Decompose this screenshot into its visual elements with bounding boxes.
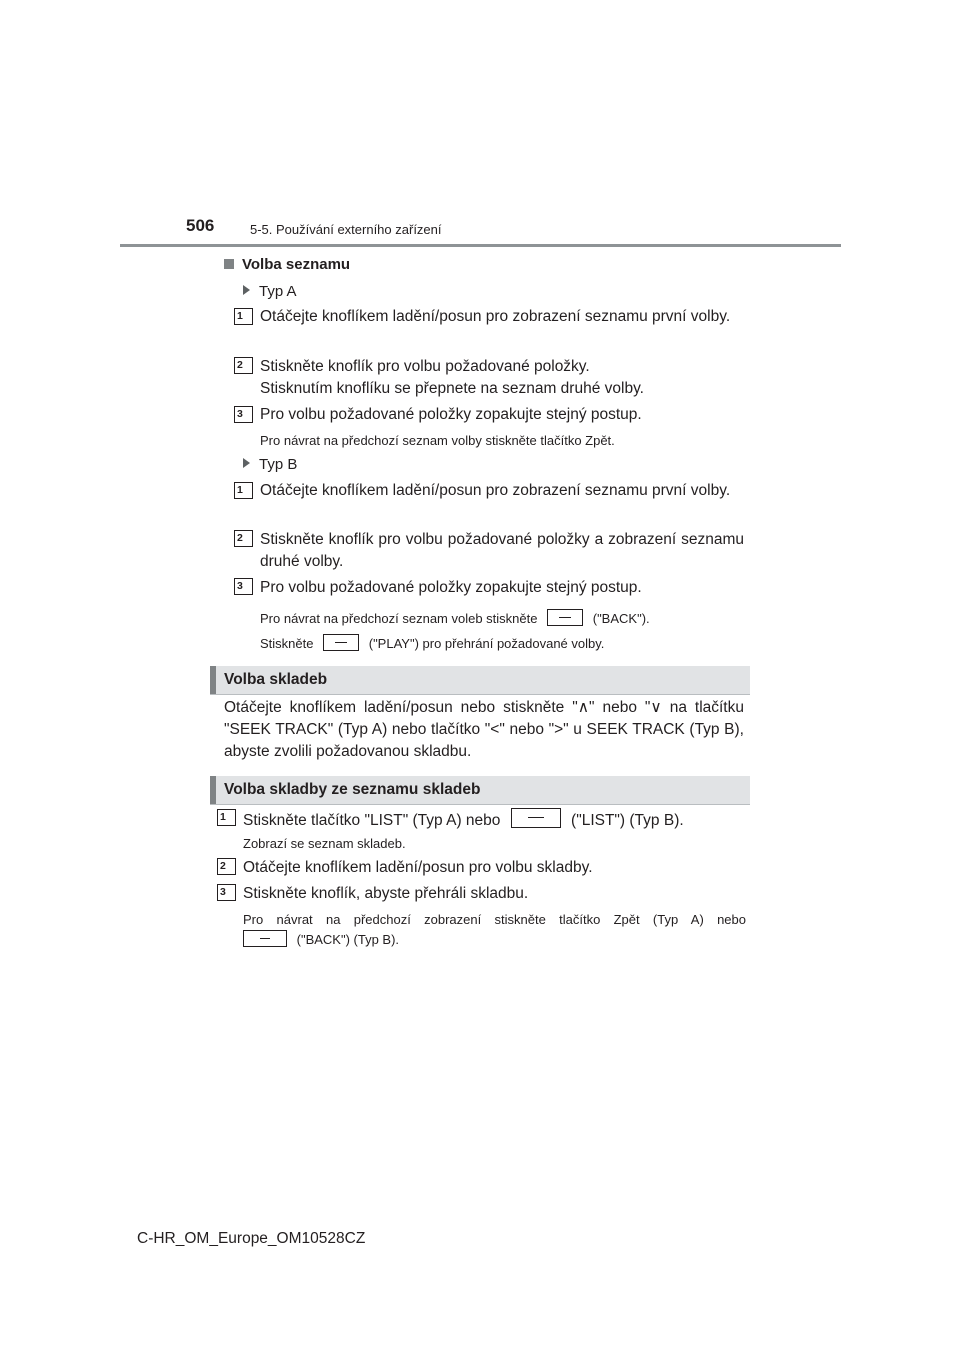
type-b-label [243,456,297,473]
note-text: ("PLAY") pro přehrání požadované volby. [368,636,605,651]
note-text: Stiskněte [260,636,314,651]
section-band-volba-ze-seznamu [210,776,750,805]
band-heading: Volba skladby ze seznamu skladeb [224,781,481,798]
note-text: ("BACK") (Typ B). [296,932,400,947]
page-number: 506 [186,216,215,235]
step-number-box: 3 [234,578,253,595]
step-text: Stiskněte knoflík, abyste přehráli skladbu. [243,885,529,902]
band-heading: Volba skladeb [224,671,328,688]
step-number-box: 1 [234,308,253,325]
section-band-volba-skladeb [210,666,750,695]
step-note-play [260,634,744,653]
step-note-line1: Pro návrat na předchozí zobrazení stiskněte tlačítko Zpět (Typ A) nebo [243,912,746,927]
square-bullet-icon [224,259,234,269]
header-divider [120,244,841,247]
step-number-box: 2 [234,357,253,374]
triangle-bullet-icon [243,285,250,295]
step-text: ("LIST") (Typ B). [571,812,684,829]
step-text: Stiskněte tlačítko "LIST" (Typ A) nebo [243,812,501,829]
step-note-back [260,609,744,628]
step-note: Pro návrat na předchozí seznam volby stiskněte tlačítko Zpět. [260,433,615,448]
note-text: ("BACK"). [592,611,650,626]
document-id: C-HR_OM_Europe_OM10528CZ [137,1230,366,1247]
step-text: Pro volbu požadované položky zopakujte stejný postup. [260,406,642,423]
heading-volba-seznamu [224,256,350,273]
step-number-box: 2 [234,530,253,547]
note-text: Pro návrat na předchozí seznam voleb stiskněte [260,611,538,626]
step-number-box: 3 [217,884,236,901]
type-a-label [243,283,297,300]
volba-skladeb-text: Otáčejte knoflíkem ladění/posun nebo stiskněte "∧" nebo "∨ na tlačítku "SEEK TRACK" (Typ A) nebo tlačítko "<" nebo ">" u SEEK TRACK (Typ B), abyste zvolili požadovanou skladbu. [224,699,744,760]
step-text: Otáčejte knoflíkem ladění/posun pro zobrazení seznamu první volby. [260,308,731,325]
list-key-icon [511,808,561,828]
step-text: Otáčejte knoflíkem ladění/posun pro volbu skladby. [243,859,593,876]
step-number-box: 3 [234,406,253,423]
triangle-bullet-icon [243,458,250,468]
band-accent [210,776,216,804]
step-text-list [243,808,748,832]
heading-text: Volba seznamu [242,256,351,273]
type-label-text: Typ A [259,283,297,300]
step-note: Zobrazí se seznam skladeb. [243,836,406,851]
step-text-continued: Stisknutím knoflíku se přepnete na seznam druhé volby. [260,380,644,397]
step-number-box: 1 [217,809,236,826]
step-text: Otáčejte knoflíkem ladění/posun pro zobrazení seznamu první volby. [260,482,731,499]
play-key-icon [323,634,359,651]
back-key-icon [243,930,287,947]
step-text: Stiskněte knoflík pro volbu požadované položky. [260,358,590,375]
section-title: 5-5. Používání externího zařízení [250,222,442,237]
back-key-icon [547,609,583,626]
step-number-box: 2 [217,858,236,875]
band-accent [210,666,216,694]
step-note-line2 [243,930,748,949]
type-label-text: Typ B [259,456,298,473]
step-number-box: 1 [234,482,253,499]
step-text: Pro volbu požadované položky zopakujte stejný postup. [260,579,642,596]
step-text: Stiskněte knoflík pro volbu požadované položky a zobrazení seznamu druhé volby. [260,531,744,570]
